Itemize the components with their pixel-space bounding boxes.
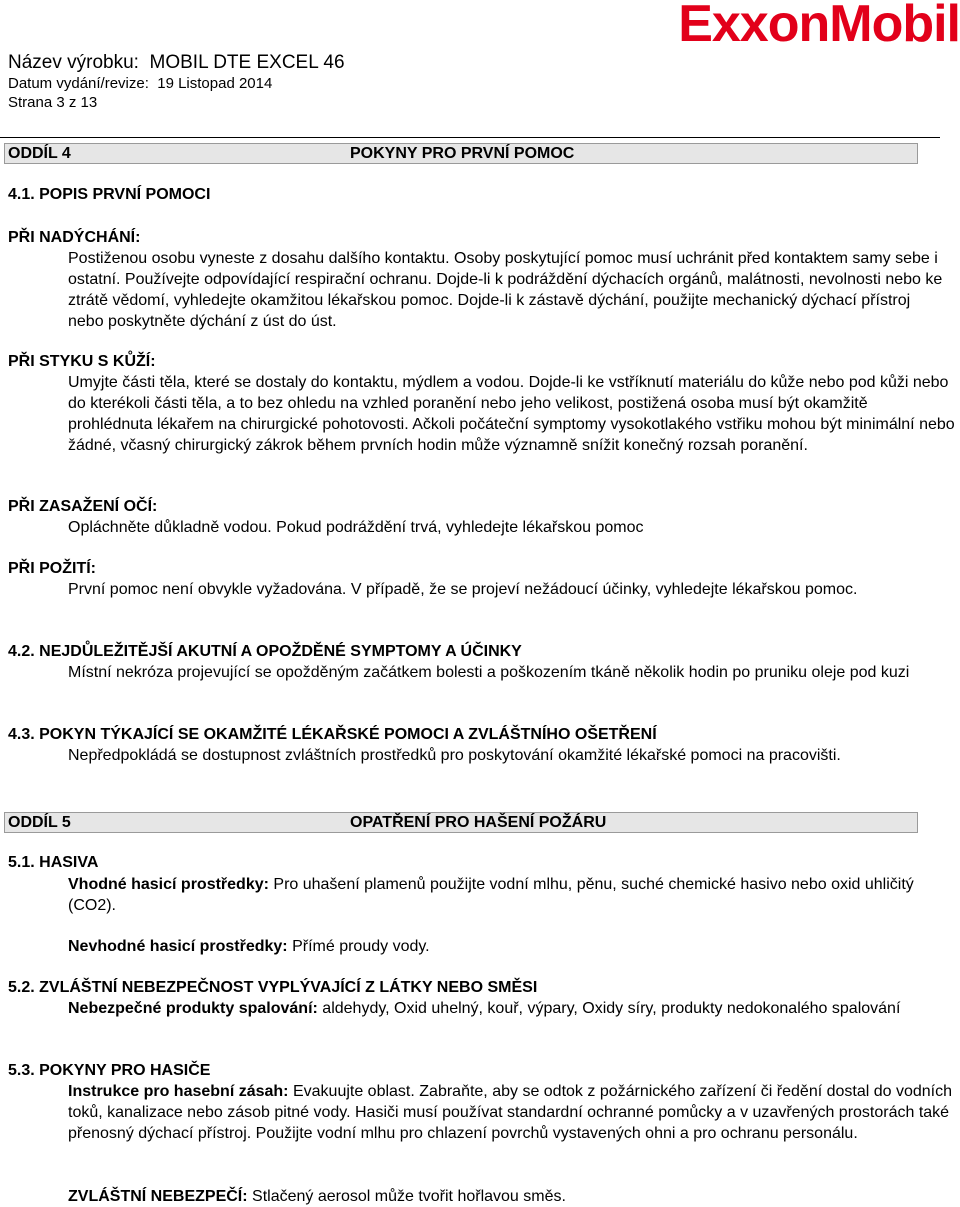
eye-heading: PŘI ZASAŽENÍ OČÍ: xyxy=(8,498,158,515)
subsection-4-3: 4.3. POKYN TÝKAJÍCÍ SE OKAMŽITÉ LÉKAŘSKÉ POMOCI A ZVLÁŠTNÍHO OŠETŘENÍ xyxy=(8,726,657,743)
ingestion-heading: PŘI POŽITÍ: xyxy=(8,560,96,577)
product-name: MOBIL DTE EXCEL 46 xyxy=(149,52,345,73)
unsuitable-media xyxy=(68,936,938,957)
section-4-bar xyxy=(4,143,918,164)
symptoms-text: Místní nekróza projevující se opožděným začátkem bolesti a poškozením tkáně několik hodin po pruniku oleje pod kuzi xyxy=(68,664,910,681)
eye-text: Opláchněte důkladně vodou. Pokud podráždění trvá, vyhledejte lékařskou pomoc xyxy=(68,519,644,536)
special-text: Stlačený aerosol může tvořit hořlavou směs. xyxy=(252,1188,566,1205)
date-label: Datum vydání/revize: xyxy=(8,75,149,92)
revision-date-line xyxy=(8,75,272,93)
special-hazard xyxy=(68,1186,948,1207)
combustion-products xyxy=(68,998,948,1019)
inhalation-heading: PŘI NADÝCHÁNÍ: xyxy=(8,229,141,246)
exxonmobil-logo: ExxonMobil xyxy=(678,0,960,53)
skin-heading: PŘI STYKU S KŮŽÍ: xyxy=(8,353,156,370)
product-label: Název výrobku: xyxy=(8,52,139,73)
page-number: Strana 3 z 13 xyxy=(8,94,98,111)
section-4-title: POKYNY PRO PRVNÍ POMOC xyxy=(350,145,575,162)
firefight-label: Instrukce pro hasební zásah: xyxy=(68,1083,289,1100)
combustion-text: aldehydy, Oxid uhelný, kouř, výpary, Oxidy síry, produkty nedokonalého spalování xyxy=(322,1000,901,1017)
treatment-text: Nepředpokládá se dostupnost zvláštních prostředků pro poskytování okamžité lékařské pomoci na pracovišti. xyxy=(68,747,841,764)
firefight-text: Evakuujte oblast. Zabraňte, aby se odtok z požárnického zařízení či ředění dostal do vodních toků, kanalizace nebo zásob pitné vody. Hasiči musí používat standardní ochranné pomůcky a v uzavřených prostorách také přenosný dýchací přístroj. Použijte vodní mlhu pro chlazení povrchů vystavených ohni a pro ochranu personálu. xyxy=(68,1083,953,1142)
suitable-label: Vhodné hasicí prostředky: xyxy=(68,876,269,893)
suitable-text: Pro uhašení plamenů použijte vodní mlhu, pěnu, suché chemické hasivo nebo oxid uhličitý (CO2). xyxy=(68,876,914,914)
section-5-label: ODDÍL 5 xyxy=(8,814,71,831)
firefighting-instructions xyxy=(68,1081,958,1144)
inhalation-text: Postiženou osobu vyneste z dosahu dalšího kontaktu. Osoby poskytující pomoc musí uchránit před kontaktem samy sebe i ostatní. Používejte odpovídající respirační ochranu. Dojde-li k podráždění dýchacích orgánů, malátnosti, nevolnosti nebo ke ztrátě vědomí, vyhledejte okamžitou lékařskou pomoc. Dojde-li k zástavě dýchání, použijte mechanický dýchací přístroj nebo poskytněte dýchání z úst do úst. xyxy=(68,250,943,330)
ingestion-text: První pomoc není obvykle vyžadována. V případě, že se projeví nežádoucí účinky, vyhledejte lékařskou pomoc. xyxy=(68,581,858,598)
header-divider xyxy=(0,137,940,138)
section-4-label: ODDÍL 4 xyxy=(8,145,71,162)
subsection-5-2: 5.2. ZVLÁŠTNÍ NEBEZPEČNOST VYPLÝVAJÍCÍ Z LÁTKY NEBO SMĚSI xyxy=(8,979,538,996)
subsection-5-3: 5.3. POKYNY PRO HASIČE xyxy=(8,1062,211,1079)
date-value: 19 Listopad 2014 xyxy=(157,75,273,92)
combustion-label: Nebezpečné produkty spalování: xyxy=(68,1000,318,1017)
section-5-title: OPATŘENÍ PRO HAŠENÍ POŽÁRU xyxy=(350,814,607,831)
suitable-media xyxy=(68,874,938,916)
subsection-4-1: 4.1. POPIS PRVNÍ POMOCI xyxy=(8,186,211,203)
subsection-4-2: 4.2. NEJDŮLEŽITĚJŠÍ AKUTNÍ A OPOŽDĚNÉ SYMPTOMY A ÚČINKY xyxy=(8,643,522,660)
section-5-bar xyxy=(4,812,918,833)
subsection-5-1: 5.1. HASIVA xyxy=(8,854,99,871)
unsuitable-text: Přímé proudy vody. xyxy=(292,938,430,955)
product-name-line xyxy=(8,52,345,74)
special-label: ZVLÁŠTNÍ NEBEZPEČÍ: xyxy=(68,1188,248,1205)
skin-text: Umyjte části těla, které se dostaly do kontaktu, mýdlem a vodou. Dojde-li ke vstříknutí materiálu do kůže nebo pod kůži nebo do kterékoli části těla, a to bez ohledu na vzhled poranění nebo jeho velikost, postižená osoba musí být okamžitě prohlédnuta lékařem na chirurgické pohotovosti. Ačkoli počáteční symptomy vysokotlakého vstřiku mohou být minimální nebo žádné, včasný chirurgický zákrok během prvních hodin může významně snížit konečný rozsah poranění. xyxy=(68,374,955,454)
unsuitable-label: Nevhodné hasicí prostředky: xyxy=(68,938,288,955)
